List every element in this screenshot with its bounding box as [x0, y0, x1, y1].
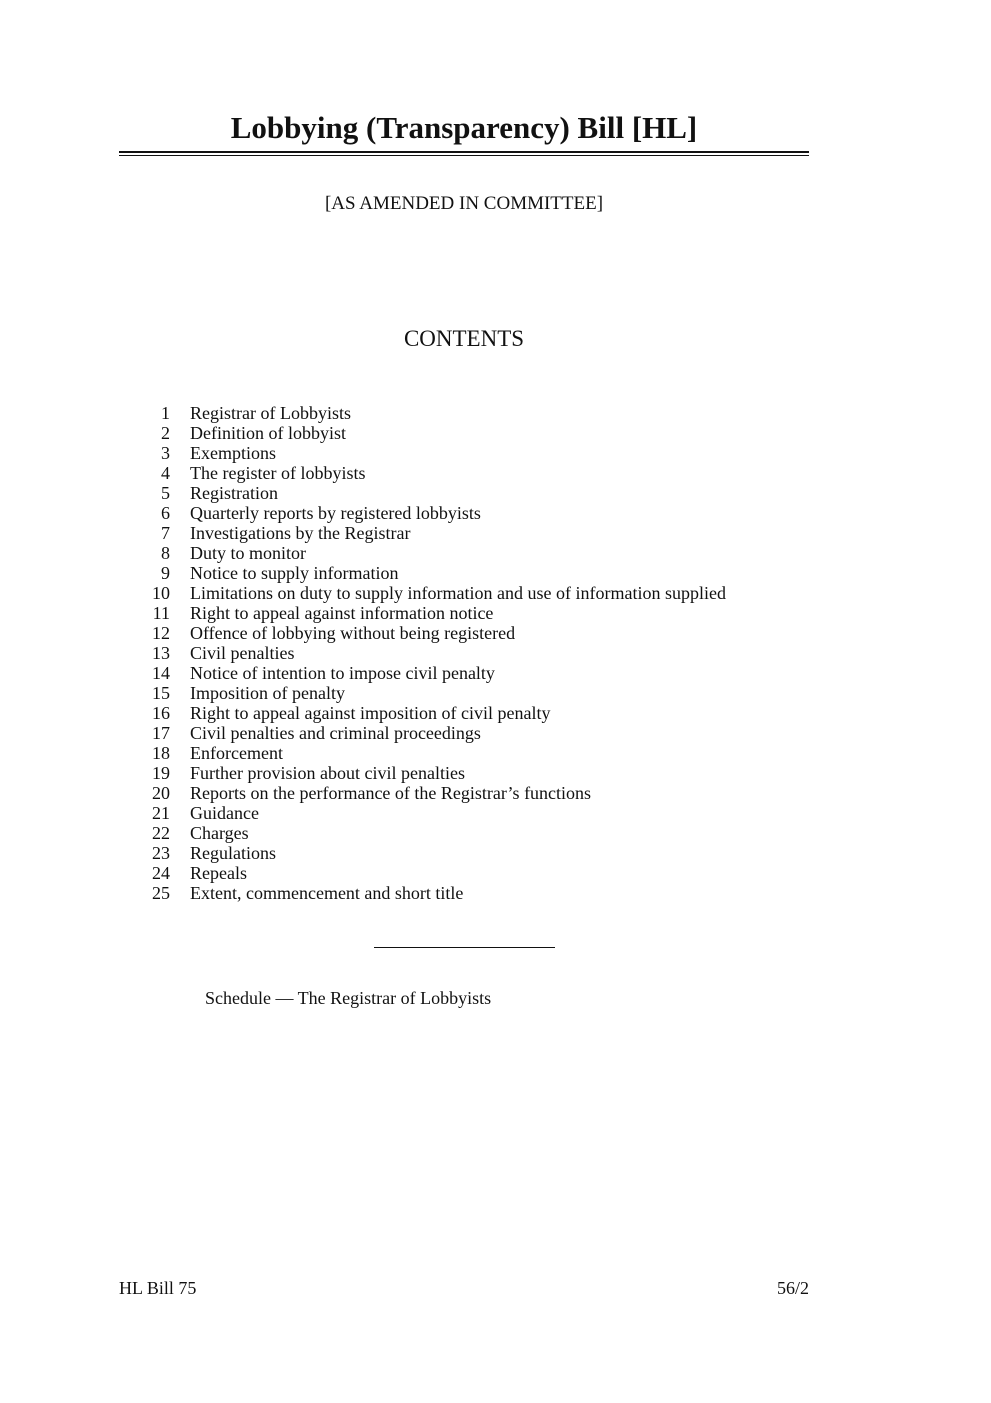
- toc-entry-number: 18: [152, 743, 170, 763]
- toc-entry-title: The register of lobbyists: [190, 463, 366, 483]
- toc-entry: [140, 523, 726, 543]
- toc-entry: [140, 663, 726, 683]
- toc-entry-title: Further provision about civil penalties: [190, 763, 465, 783]
- toc-entry-title: Extent, commencement and short title: [190, 883, 464, 903]
- toc-entry-title: Regulations: [190, 843, 276, 863]
- toc-entry: [140, 463, 726, 483]
- toc-entry: [140, 843, 726, 863]
- toc-entry: [140, 643, 726, 663]
- toc-entry-number: 19: [152, 763, 170, 783]
- page-reference: 56/2: [776, 1278, 809, 1298]
- toc-entry-number: 6: [161, 503, 170, 523]
- toc-entry-title: Offence of lobbying without being registered: [190, 623, 516, 643]
- toc-entry-number: 12: [152, 623, 170, 643]
- toc-entry: [140, 723, 726, 743]
- toc-entry-number: 7: [161, 523, 170, 543]
- toc-entry-title: Registration: [190, 483, 278, 503]
- toc-entry-title: Civil penalties and criminal proceedings: [190, 723, 481, 743]
- toc-entry: [140, 743, 726, 763]
- toc-entry: [140, 803, 726, 823]
- toc-entry-title: Investigations by the Registrar: [190, 523, 411, 543]
- toc-entry-title: Enforcement: [190, 743, 283, 763]
- toc-entry-number: 1: [161, 403, 170, 423]
- toc-entry-number: 10: [152, 583, 170, 603]
- toc-entry: [140, 623, 726, 643]
- toc-entry-title: Exemptions: [190, 443, 276, 463]
- title-rule-thick: [119, 151, 809, 153]
- toc-entry-title: Limitations on duty to supply information and use of information supplied: [190, 583, 726, 603]
- toc-entry: [140, 543, 726, 563]
- title-rule-thin: [119, 155, 809, 156]
- document-subtitle: [AS AMENDED IN COMMITTEE]: [324, 193, 604, 214]
- toc-entry-number: 15: [152, 683, 170, 703]
- table-of-contents: [140, 403, 726, 903]
- toc-entry: [140, 443, 726, 463]
- toc-entry-number: 23: [152, 843, 170, 863]
- toc-entry-number: 14: [152, 663, 170, 683]
- toc-entry-title: Reports on the performance of the Registrar’s functions: [190, 783, 592, 803]
- toc-entry-title: Guidance: [190, 803, 259, 823]
- toc-entry-title: Charges: [190, 823, 249, 843]
- toc-entry-number: 8: [161, 543, 170, 563]
- schedule-entry: Schedule — The Registrar of Lobbyists: [205, 988, 492, 1008]
- toc-entry: [140, 583, 726, 603]
- toc-entry: [140, 783, 726, 803]
- toc-entry-number: 9: [161, 563, 170, 583]
- toc-entry-number: 17: [152, 723, 170, 743]
- toc-entry: [140, 483, 726, 503]
- toc-entry-number: 5: [161, 483, 170, 503]
- toc-entry-title: Duty to monitor: [190, 543, 306, 563]
- toc-entry-title: Civil penalties: [190, 643, 295, 663]
- toc-entry-number: 24: [152, 863, 170, 883]
- toc-entry: [140, 403, 726, 423]
- toc-entry-number: 13: [152, 643, 170, 663]
- document-title: Lobbying (Transparency) Bill [HL]: [230, 110, 698, 145]
- toc-entry-number: 21: [152, 803, 170, 823]
- toc-entry: [140, 563, 726, 583]
- toc-entry-title: Definition of lobbyist: [190, 423, 346, 443]
- toc-entry: [140, 683, 726, 703]
- bill-number: HL Bill 75: [119, 1278, 197, 1298]
- toc-entry-number: 25: [152, 883, 170, 903]
- toc-entry-number: 16: [152, 703, 170, 723]
- toc-entry-number: 22: [152, 823, 170, 843]
- toc-entry-title: Notice to supply information: [190, 563, 399, 583]
- contents-heading: CONTENTS: [403, 326, 525, 351]
- toc-entry: [140, 603, 726, 623]
- toc-entry-title: Notice of intention to impose civil penalty: [190, 663, 495, 683]
- toc-entry: [140, 863, 726, 883]
- toc-entry-title: Repeals: [190, 863, 247, 883]
- section-divider: [374, 947, 555, 948]
- toc-entry: [140, 763, 726, 783]
- toc-entry-title: Quarterly reports by registered lobbyists: [190, 503, 481, 523]
- toc-entry: [140, 503, 726, 523]
- toc-entry-number: 3: [161, 443, 170, 463]
- toc-entry-number: 11: [152, 603, 170, 623]
- toc-entry-number: 2: [161, 423, 170, 443]
- toc-entry: [140, 823, 726, 843]
- toc-entry: [140, 883, 726, 903]
- toc-entry-title: Imposition of penalty: [190, 683, 345, 703]
- toc-entry-title: Right to appeal against imposition of civil penalty: [190, 703, 551, 723]
- toc-entry-title: Registrar of Lobbyists: [190, 403, 351, 423]
- toc-entry: [140, 423, 726, 443]
- toc-entry: [140, 703, 726, 723]
- toc-entry-number: 4: [161, 463, 170, 483]
- toc-entry-number: 20: [152, 783, 170, 803]
- toc-entry-title: Right to appeal against information notice: [190, 603, 494, 623]
